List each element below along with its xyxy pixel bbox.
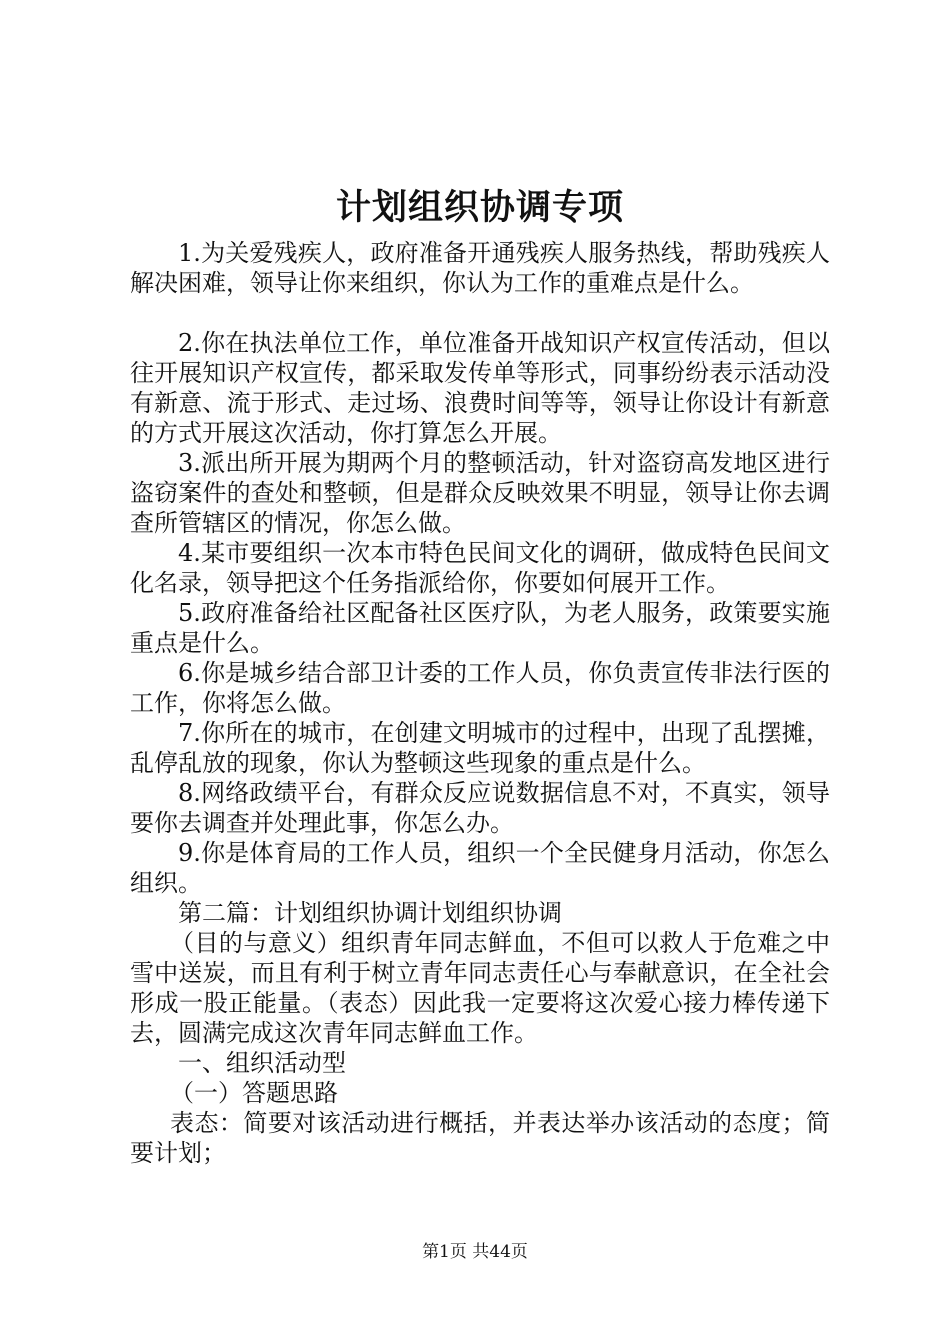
paragraph-1: 1.为关爱残疾人，政府准备开通残疾人服务热线，帮助残疾人解决困难，领导让你来组织，你认为工作的重难点是什么。 [130, 239, 830, 297]
subheading-answer-approach: （一）答题思路 [170, 1079, 338, 1107]
paragraph-attitude: 表态：简要对该活动进行概括，并表达举办该活动的态度；简要计划； [130, 1109, 830, 1167]
paragraph-7: 7.你所在的城市，在创建文明城市的过程中，出现了乱摆摊，乱停乱放的现象，你认为整顿这些现象的重点是什么。 [130, 719, 830, 777]
page-footer: 第1页 共44页 [422, 1242, 528, 1262]
paragraph-9: 9.你是体育局的工作人员，组织一个全民健身月活动，你怎么组织。 [130, 839, 830, 897]
section-heading-activity-type: 一、组织活动型 [178, 1049, 346, 1077]
paragraph-3: 3.派出所开展为期两个月的整顿活动，针对盗窃高发地区进行盗窃案件的查处和整顿，但是群众反映效果不明显，领导让你去调查所管辖区的情况，你怎么做。 [130, 449, 830, 537]
paragraph-2: 2.你在执法单位工作，单位准备开战知识产权宣传活动，但以往开展知识产权宣传，都采取发传单等形式，同事纷纷表示活动没有新意、流于形式、走过场、浪费时间等等，领导让你设计有新意的方式开展这次活动，你打算怎么开展。 [130, 329, 830, 447]
paragraph-purpose: （目的与意义）组织青年同志鲜血，不但可以救人于危难之中雪中送炭，而且有利于树立青年同志责任心与奉献意识，在全社会形成一股正能量。（表态）因此我一定要将这次爱心接力棒传递下去，圆满完成这次青年同志鲜血工作。 [130, 929, 830, 1047]
document-page [130, 180, 830, 1168]
paragraph-8: 8.网络政绩平台，有群众反应说数据信息不对，不真实，领导要你去调查并处理此事，你怎么办。 [130, 779, 830, 837]
paragraph-6: 6.你是城乡结合部卫计委的工作人员，你负责宣传非法行医的工作，你将怎么做。 [130, 659, 830, 717]
paragraph-5: 5.政府准备给社区配备社区医疗队，为老人服务，政策要实施重点是什么。 [130, 599, 830, 657]
paragraph-4: 4.某市要组织一次本市特色民间文化的调研，做成特色民间文化名录，领导把这个任务指派给你，你要如何展开工作。 [130, 539, 830, 597]
document-title: 计划组织协调专项 [335, 187, 624, 228]
section-heading-part-two: 第二篇：计划组织协调计划组织协调 [178, 899, 562, 927]
